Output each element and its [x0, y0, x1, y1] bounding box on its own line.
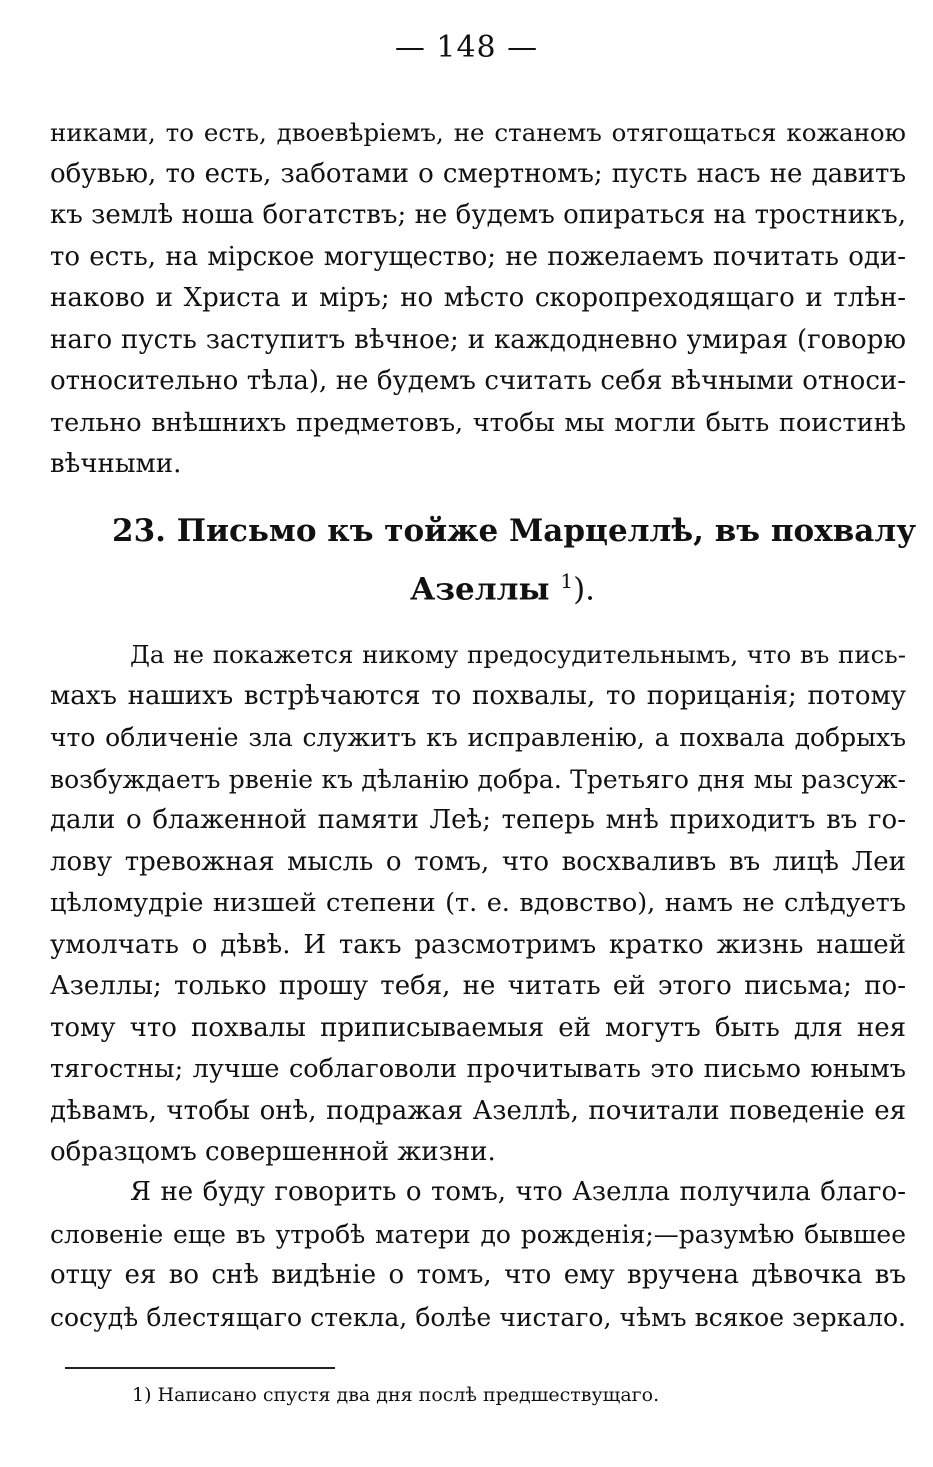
text-line: дѣвамъ, чтобы онѣ, подражая Азеллѣ, почитали поведеніе ея	[50, 1095, 906, 1126]
heading-paren: ).	[573, 571, 596, 608]
body-paragraph-2	[50, 1172, 906, 1338]
heading-name: Азеллы	[410, 571, 550, 608]
text-line: махъ нашихъ встрѣчаются то похвалы, то порицанія; потому	[50, 680, 906, 711]
text-line: образцомъ совершенной жизни.	[50, 1137, 496, 1167]
text-line: Азеллы; только прошу тебя, не читать ей этого письма; по-	[50, 971, 906, 1001]
text-line: цѣломудріе низшей степени (т. е. вдовство), намъ не слѣдуетъ	[50, 888, 906, 918]
text-line: Да не покажется никому предосудительнымъ, что въ пись-	[130, 640, 906, 669]
text-line: тому что похвалы приписываемыя ей могутъ быть для нея	[50, 1012, 906, 1043]
footnote-reference: 1	[560, 569, 574, 593]
footnote-divider	[65, 1367, 335, 1369]
footnote	[132, 1384, 659, 1406]
text-line: возбуждаетъ рвеніе къ дѣланію добра. Третьяго дня мы разсуж-	[50, 764, 906, 794]
footnote-text: Написано спустя два дня послѣ предшествущаго.	[157, 1384, 660, 1406]
page-number: — 148 —	[394, 30, 539, 65]
text-line: сосудѣ блестящаго стекла, болѣе чистаго, чѣмъ всякое зеркало.	[50, 1302, 906, 1332]
text-line: что обличеніе зла служитъ къ исправленію, а похвала добрыхъ	[50, 723, 906, 752]
text-line: лову тревожная мысль о томъ, что восхваливъ въ лицѣ Леи	[50, 846, 906, 877]
text-line: никами, то есть, двоевѣріемъ, не станемъ отягощаться кожаною	[50, 118, 906, 147]
intro-paragraph	[50, 112, 906, 486]
footnote-mark: 1)	[132, 1384, 152, 1406]
text-line: Я не буду говорить о томъ, что Азелла получила благо-	[130, 1177, 906, 1207]
text-line: къ землѣ ноша богатствъ; не будемъ опираться на тростникъ,	[50, 200, 906, 230]
text-line: отцу ея во снѣ видѣніе о томъ, что ему вручена дѣвочка въ	[50, 1260, 906, 1290]
text-line: наго пусть заступитъ вѣчное; и каждодневно умирая (говорю	[50, 324, 906, 355]
text-line: вѣчными.	[50, 449, 182, 479]
heading-line-1: 23. Письмо къ тойже Марцеллѣ, въ похвалу	[112, 513, 917, 549]
text-line: тягостны; лучше соблаговоли прочитывать это письмо юнымъ	[50, 1054, 906, 1084]
text-line: относительно тѣла), не будемъ считать себя вѣчными относи-	[50, 366, 906, 396]
text-line: обувью, то есть, заботами о смертномъ; пусть насъ не давитъ	[50, 158, 906, 189]
heading-line-2	[0, 556, 933, 606]
text-line: тельно внѣшнихъ предметовъ, чтобы мы могли быть поистинѣ	[50, 407, 906, 438]
body-paragraph-1	[50, 634, 906, 1174]
letter-heading	[0, 506, 933, 606]
text-line: словеніе еще въ утробѣ матери до рожденія;—разумѣю бывшее	[50, 1219, 906, 1249]
text-line: то есть, на мірское могущество; не пожелаемъ почитать оди-	[50, 241, 906, 272]
text-line: умолчать о дѣвѣ. И такъ разсмотримъ кратко жизнь нашей	[50, 929, 906, 960]
text-line: наково и Христа и міръ; но мѣсто скоропреходящаго и тлѣн-	[50, 283, 906, 313]
text-line: дали о блаженной памяти Леѣ; теперь мнѣ приходитъ въ го-	[50, 805, 906, 835]
